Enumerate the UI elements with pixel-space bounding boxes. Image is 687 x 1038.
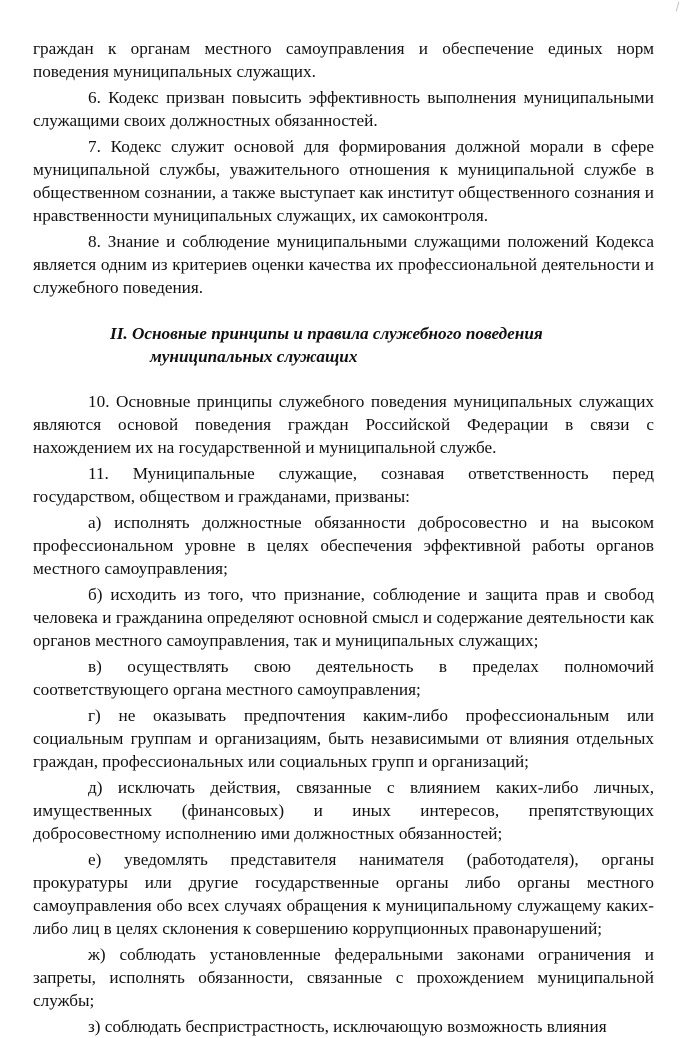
- list-item-e: е) уведомлять представителя нанимателя (работодателя), органы прокуратуры или другие государственные органы либо органы местного самоуправления обо всех случаях обращения к муниципальному служащему каких-либо лиц в целях склонения к совершению коррупционных правонарушений;: [33, 850, 654, 938]
- paragraph-8: 8. Знание и соблюдение муниципальными служащими положений Кодекса является одним из критериев оценки качества их профессиональной деятельности и служебного поведения.: [33, 232, 654, 297]
- section-title: [33, 322, 654, 368]
- section-title-line-1: II. Основные принципы и правила служебного поведения: [110, 324, 543, 343]
- paragraph-6: 6. Кодекс призван повысить эффективность выполнения муниципальными служащими своих должностных обязанностей.: [33, 88, 654, 130]
- list-item-g: г) не оказывать предпочтения каким-либо профессиональным или социальным группам и организациям, быть независимыми от влияния отдельных граждан, профессиональных или социальных групп и организаций;: [33, 706, 654, 771]
- document-body: [33, 37, 654, 1038]
- scan-mark: [676, 2, 682, 13]
- list-item-z: з) соблюдать беспристрастность, исключающую возможность влияния: [88, 1017, 607, 1036]
- section-title-line-2: муниципальных служащих: [150, 347, 358, 366]
- list-item-a: а) исполнять должностные обязанности добросовестно и на высоком профессиональном уровне в целях обеспечения эффективной работы органов местного самоуправления;: [33, 513, 654, 578]
- paragraph-11: 11. Муниципальные служащие, сознавая ответственность перед государством, обществом и гражданами, призваны:: [33, 464, 654, 506]
- list-item-d: д) исключать действия, связанные с влиянием каких-либо личных, имущественных (финансовых) и иных интересов, препятствующих добросовестному исполнению ими должностных обязанностей;: [33, 778, 654, 843]
- list-item-v: в) осуществлять свою деятельность в пределах полномочий соответствующего органа местного самоуправления;: [33, 657, 654, 699]
- list-item-b: б) исходить из того, что признание, соблюдение и защита прав и свобод человека и гражданина определяют основной смысл и содержание деятельности как органов местного самоуправления, так и муниципальных служащих;: [33, 585, 654, 650]
- paragraph-10: 10. Основные принципы служебного поведения муниципальных служащих являются основой поведения граждан Российской Федерации в связи с нахождением их на государственной и муниципальной службе.: [33, 392, 654, 457]
- paragraph-7: 7. Кодекс служит основой для формирования должной морали в сфере муниципальной службы, уважительного отношения к муниципальной службе в общественном сознании, а также выступает как институт общественного сознания и нравственности муниципальных служащих, их самоконтроля.: [33, 137, 654, 225]
- paragraph-continuation: граждан к органам местного самоуправления и обеспечение единых норм поведения муниципальных служащих.: [33, 39, 654, 81]
- list-item-zh: ж) соблюдать установленные федеральными законами ограничения и запреты, исполнять обязанности, связанные с прохождением муниципальной службы;: [33, 945, 654, 1010]
